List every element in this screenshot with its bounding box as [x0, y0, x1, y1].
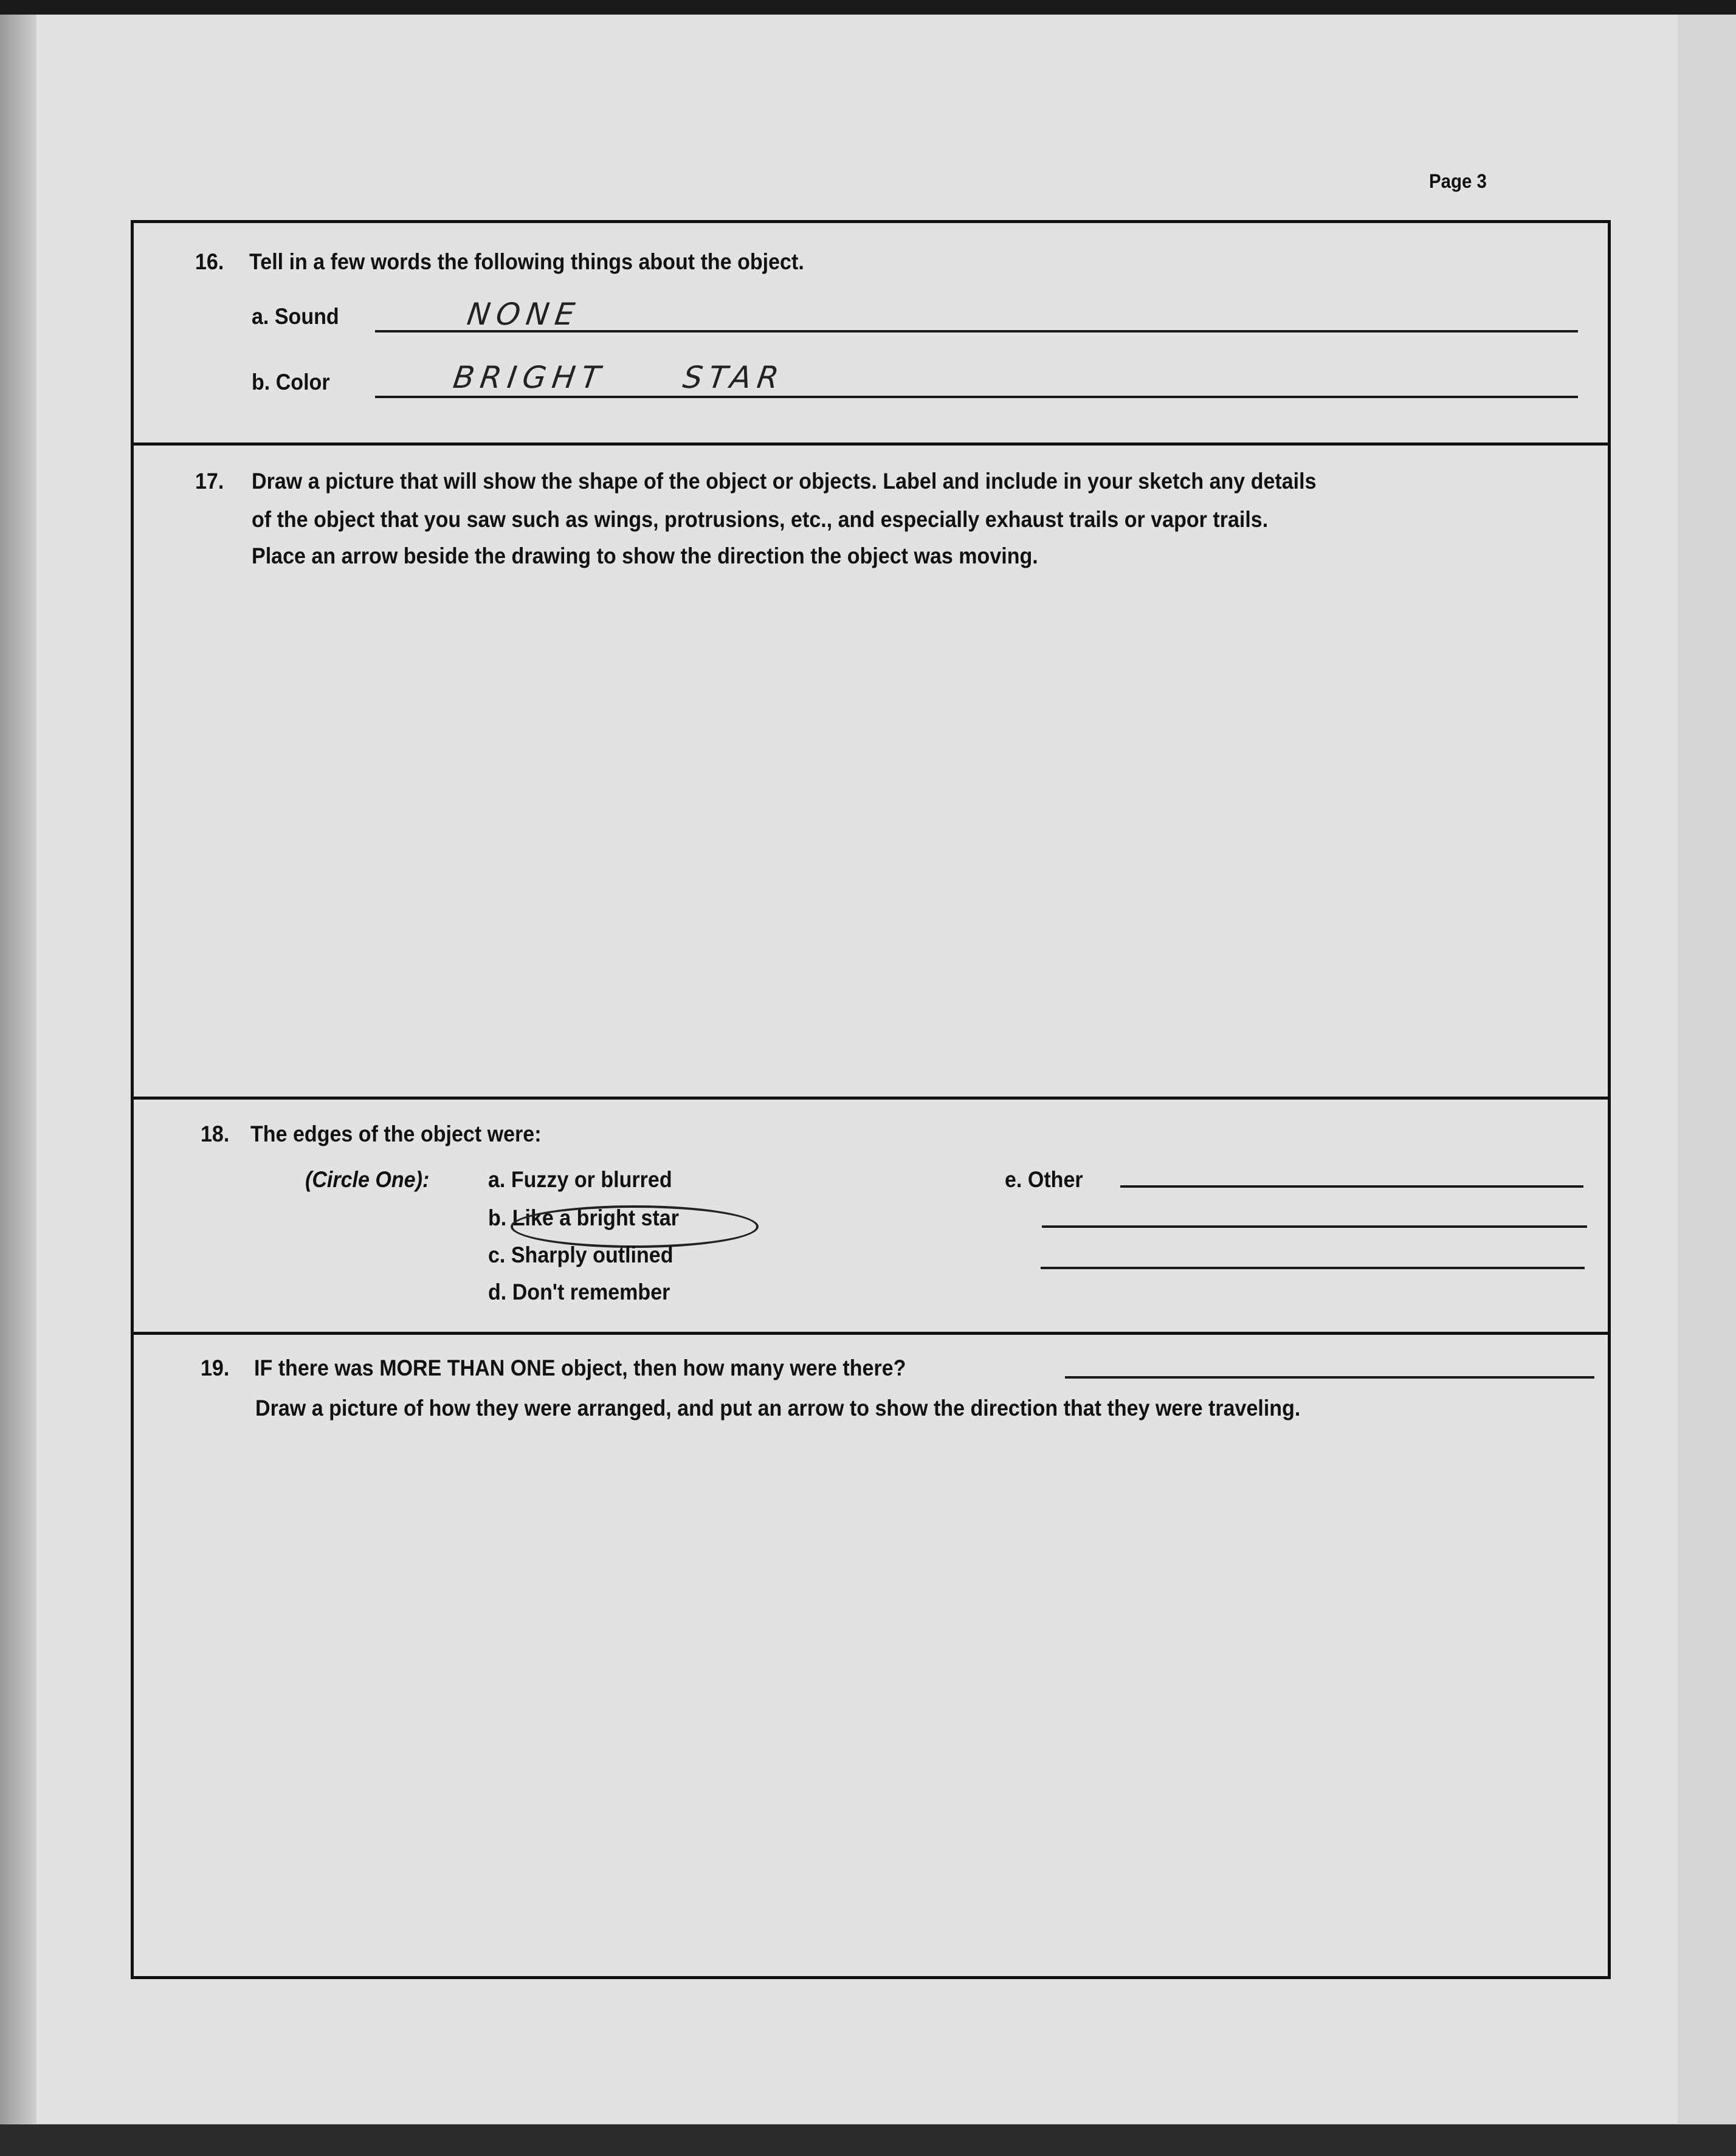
sound-label: a. Sound	[252, 304, 339, 329]
scan-bottom-edge	[0, 2124, 1736, 2156]
how-many-field[interactable]	[1065, 1376, 1594, 1379]
option-b[interactable]: b. Like a bright star	[488, 1205, 679, 1230]
circle-one-instruction: (Circle One):	[305, 1167, 430, 1192]
selected-option-circle	[511, 1205, 759, 1248]
q18-prompt: The edges of the object were:	[250, 1121, 542, 1146]
scan-right-edge	[1678, 0, 1736, 2156]
scan-top-edge	[0, 0, 1736, 15]
option-c[interactable]: c. Sharply outlined	[488, 1242, 673, 1267]
scan-left-edge	[0, 0, 36, 2156]
q19-line-2: Draw a picture of how they were arranged, and put an arrow to show the direction that they were traveling.	[255, 1396, 1301, 1421]
divider-17-18	[131, 1097, 1611, 1100]
sound-value: NONE	[464, 297, 583, 332]
color-value-star: STAR	[680, 360, 787, 395]
q19-drawing-area[interactable]	[146, 1434, 1593, 1969]
other-field-1[interactable]	[1120, 1185, 1583, 1188]
other-field-2[interactable]	[1042, 1225, 1587, 1228]
option-a[interactable]: a. Fuzzy or blurred	[488, 1167, 672, 1192]
divider-16-17	[131, 443, 1611, 446]
color-field[interactable]	[375, 396, 1578, 398]
divider-18-19	[131, 1332, 1611, 1335]
q16-number: 16.	[195, 249, 224, 274]
q19-line-1: IF there was MORE THAN ONE object, then how many were there?	[254, 1355, 906, 1380]
q17-line-3: Place an arrow beside the drawing to show the direction the object was moving.	[252, 543, 1038, 568]
q19-number: 19.	[201, 1355, 230, 1380]
q17-line-1: Draw a picture that will show the shape of the object or objects. Label and include in your sketch any details	[252, 469, 1317, 494]
q17-number: 17.	[195, 469, 224, 494]
color-value-bright: BRIGHT	[450, 360, 608, 395]
page-number: Page 3	[1429, 170, 1487, 192]
other-field-3[interactable]	[1041, 1267, 1585, 1269]
q17-line-2: of the object that you saw such as wings, protrusions, etc., and especially exhaust trails or vapor trails.	[252, 507, 1269, 532]
option-d[interactable]: d. Don't remember	[488, 1279, 670, 1304]
q17-drawing-area[interactable]	[146, 584, 1593, 1088]
q16-prompt: Tell in a few words the following things about the object.	[249, 249, 804, 274]
color-label: b. Color	[252, 370, 330, 394]
q18-number: 18.	[201, 1121, 230, 1146]
option-e-other: e. Other	[1005, 1167, 1083, 1192]
